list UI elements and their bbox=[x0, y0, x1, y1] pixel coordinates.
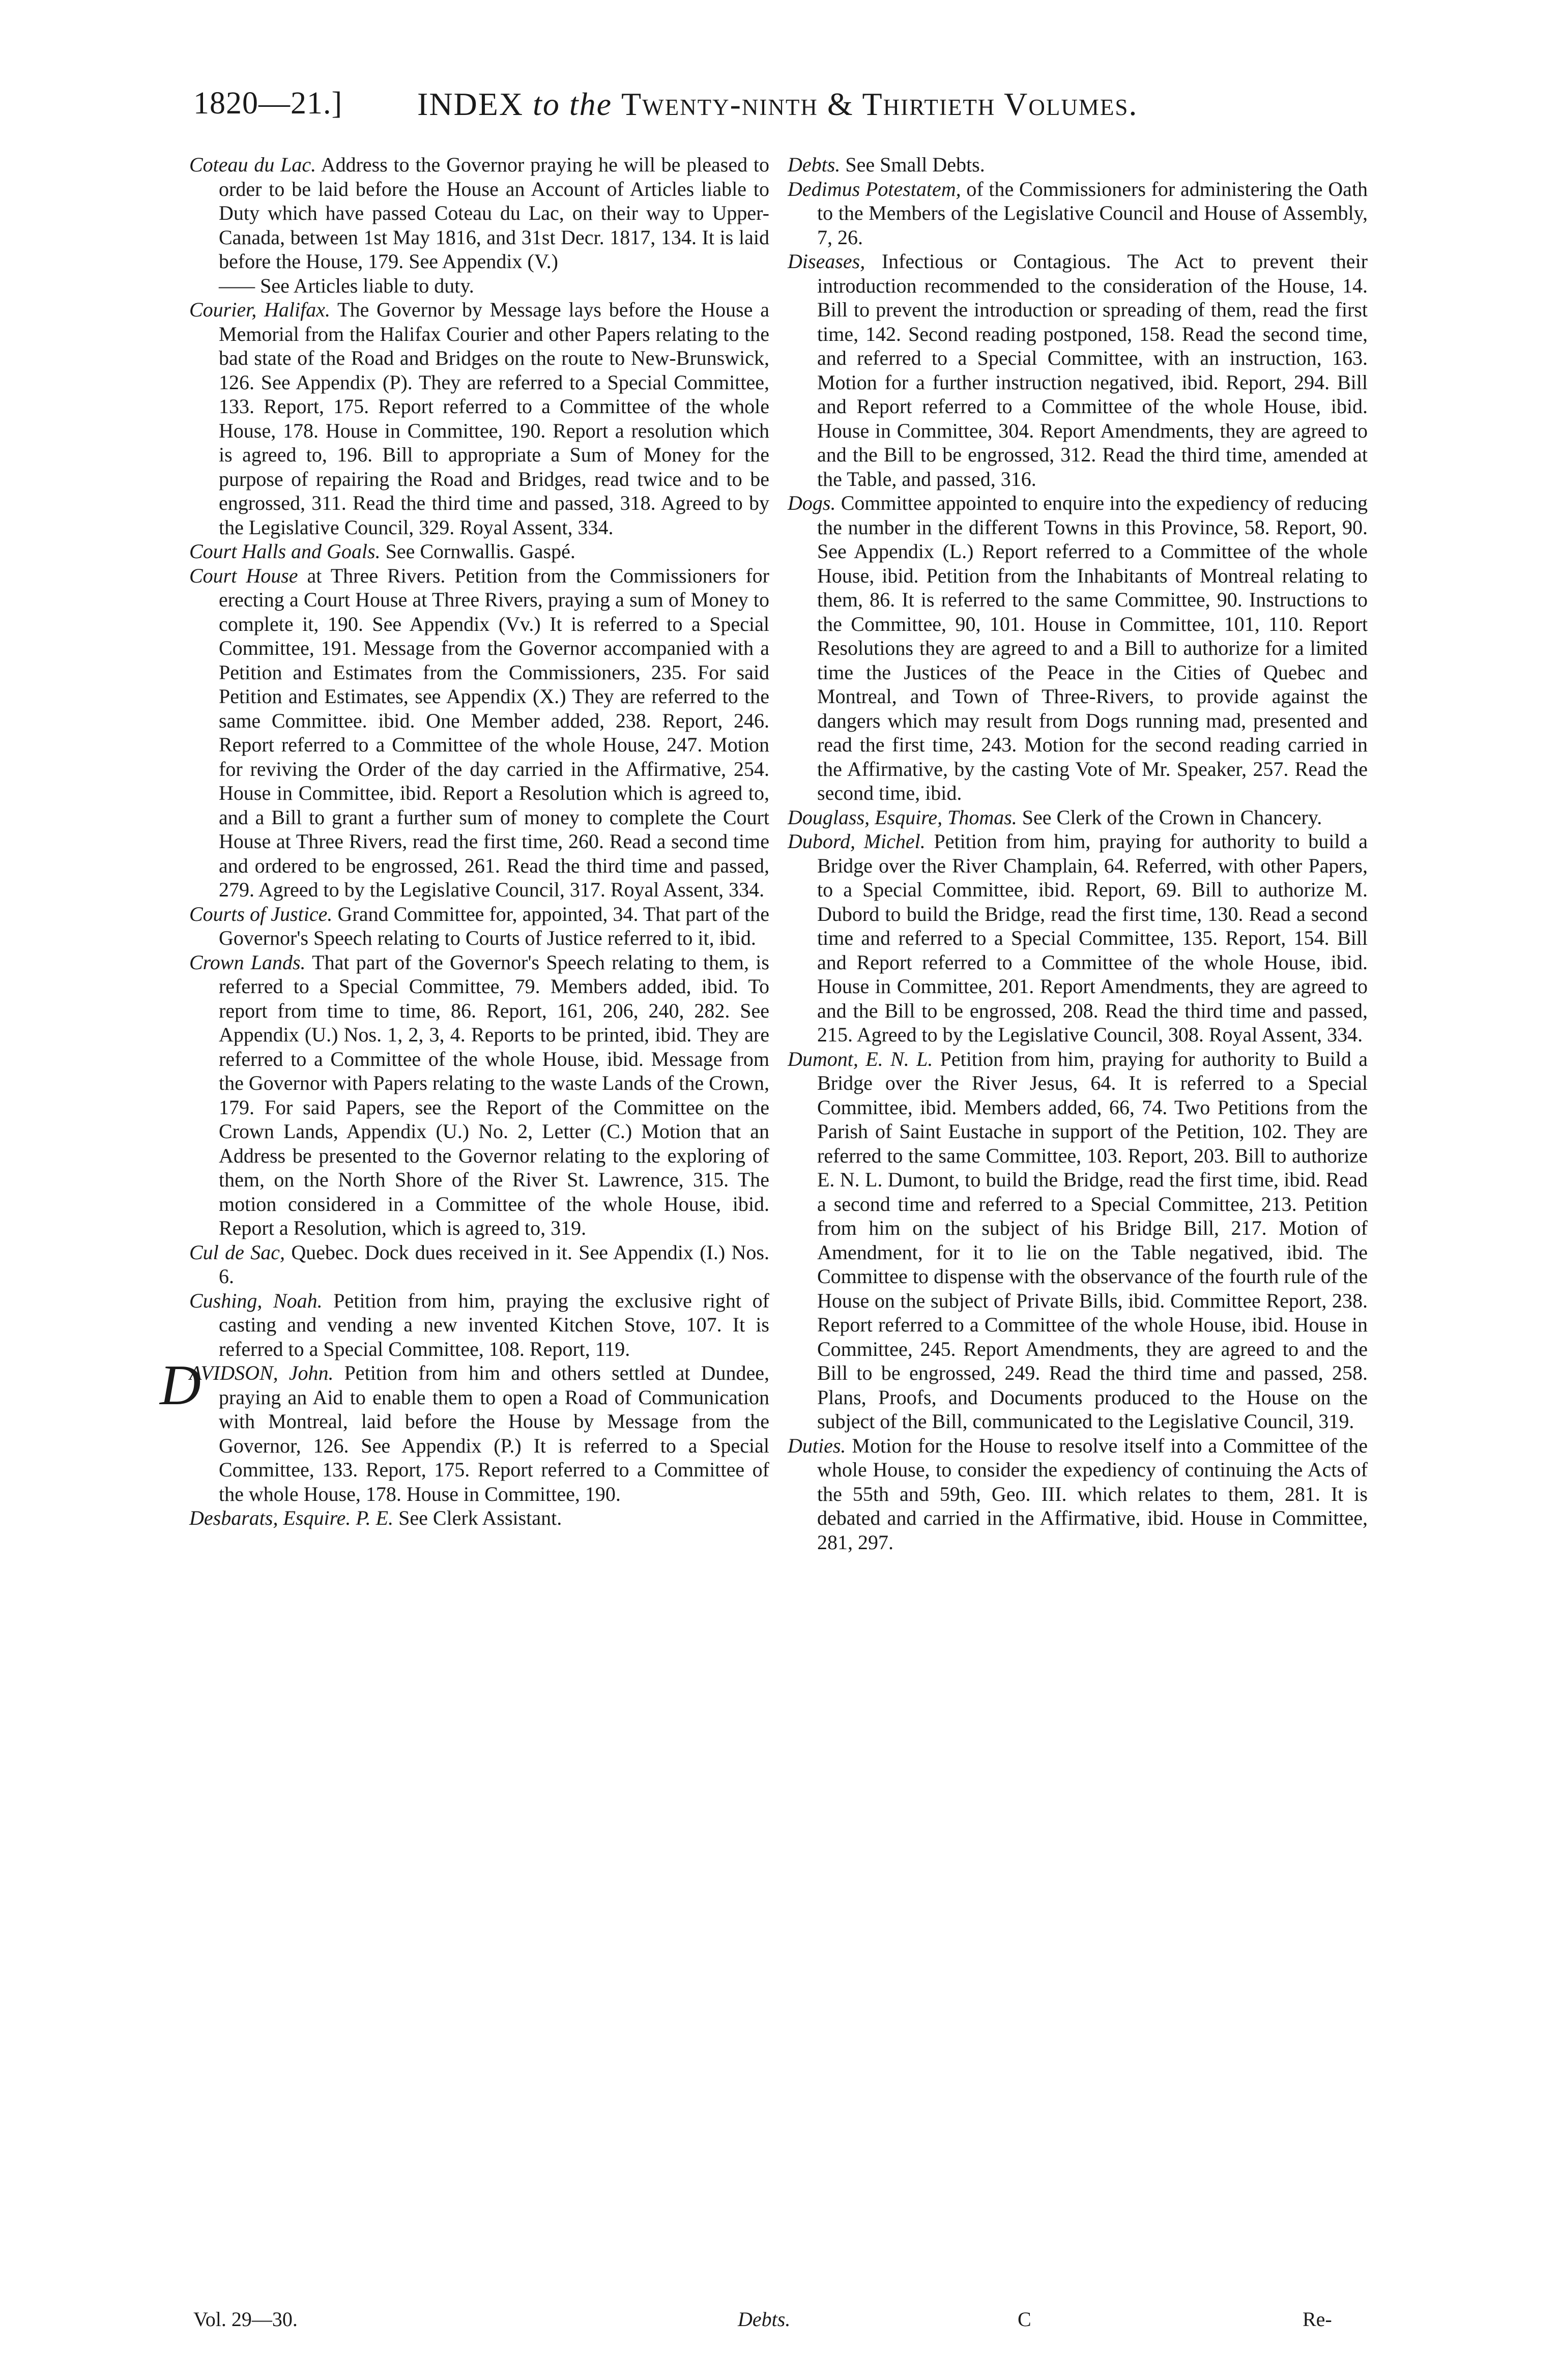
entry-text: The Governor by Message lays before the House a Memorial from the Halifax Courier and other Papers relating to the bad state of the Road and Bridges on the route to New-Brunswick, 126. See Appendix (P). They are referred to a Special Committee, 133. Report, 175. Report referred to a Committee of the whole House, 178. House in Committee, 190. Report a resolution which is agreed to, 196. Bill to appropriate a Sum of Money for the purpose of repairing the Road and Bridges, read twice and to be engrossed, 311. Read the third time and passed, 318. Agreed to by the Legislative Council, 329. Royal Assent, 334. bbox=[219, 298, 769, 539]
entry-heading: Cushing, Noah. bbox=[189, 1289, 323, 1312]
index-entry bbox=[788, 491, 1368, 805]
entry-heading: Court Halls and Goals. bbox=[189, 540, 381, 563]
index-entry bbox=[189, 564, 769, 902]
index-entry bbox=[189, 902, 769, 950]
entry-text: Infectious or Contagious. The Act to prevent their introduction recommended to the consideration of the House, 14. Bill to prevent the introduction or spreading of them, read the first time, 142. Second reading postponed, 158. Read the second time, and referred to a Special Committee, with an instruction, 163. Motion for a further instruction negatived, ibid. Report, 294. Bill and Report referred to a Committee of the whole House, ibid. House in Committee, 304. Report Amendments, they are agreed to and the Bill to be engrossed, 312. Read the third time, amended at the Table, and passed, 316. bbox=[817, 250, 1368, 490]
page-footer bbox=[193, 2307, 1364, 2338]
entry-heading: Diseases, bbox=[788, 250, 865, 273]
entry-heading: Courier, Halifax. bbox=[189, 298, 330, 321]
entry-text: of the Commissioners for administering the Oath to the Members of the Legislative Council and House of Assembly, 7, 26. bbox=[817, 177, 1368, 249]
entry-text: at Three Rivers. Petition from the Commissioners for erecting a Court House at Three Rivers, praying a sum of Money to complete it, 190. See Appendix (Vv.) It is referred to a Special Committee, 191. Message from the Governor accompanied with a Petition and Estimates from the Commissioners, 235. For said Petition and Estimates, see Appendix (X.) They are referred to the same Committee. ibid. One Member added, 238. Report, 246. Report referred to a Committee of the whole House, 247. Motion for reviving the Order of the day carried in the Affirmative, 254. House in Committee, ibid. Report a Resolution which is agreed to, and a Bill to grant a further sum of money to complete the Court House at Three Rivers, read the first time, 260. Read a second time and ordered to be engrossed, 261. Read the third time and passed, 279. Agreed to by the Legislative Council, 317. Royal Assent, 334. bbox=[219, 564, 769, 901]
entry-heading: Dumont, E. N. L. bbox=[788, 1047, 933, 1070]
left-column bbox=[160, 153, 770, 1530]
entry-text: Motion for the House to resolve itself into a Committee of the whole House, to consider the expediency of continuing the Acts of the 55th and 59th, Geo. III. which relates to them, 281. It is debated and carried in the Affirmative, ibid. House in Committee, 281, 297. bbox=[817, 1434, 1368, 1554]
footer-volume: Vol. 29—30. bbox=[193, 2308, 298, 2331]
entry-heading: Crown Lands. bbox=[189, 950, 306, 974]
index-entry bbox=[160, 1354, 769, 1506]
entry-heading: Coteau du Lac. bbox=[189, 153, 316, 176]
header-to: to bbox=[533, 86, 560, 122]
entry-text: See Clerk of the Crown in Chancery. bbox=[1017, 805, 1322, 829]
drop-capital: D bbox=[160, 1354, 201, 1417]
entry-heading: Duties. bbox=[788, 1434, 846, 1457]
entry-text: Address to the Governor praying he will be pleased to order to be laid before the House an Account of Articles liable to Duty which have passed Coteau du Lac, on their way to Upper-Canada, between 1st May 1816, and 31st Decr. 1817, 134. It is laid before the House, 179. See Appendix (V.) bbox=[219, 153, 770, 273]
entry-heading: Desbarats, Esquire. P. E. bbox=[189, 1506, 394, 1529]
footer-catchword-left: Debts. bbox=[738, 2308, 791, 2331]
footer-signature: C bbox=[1018, 2308, 1031, 2331]
entry-heading: Cul de Sac, bbox=[189, 1240, 285, 1264]
entry-text: That part of the Governor's Speech relating to them, is referred to a Special Committee, 79. Members added, ibid. To report from time to time, 86. Report, 161, 206, 240, 282. See Appendix (U.) Nos. 1, 2, 3, 4. Reports to be printed, ibid. They are referred to a Committee of the whole House, ibid. Message from the Governor with Papers relating to the waste Lands of the Crown, 179. For said Papers, see the Report of the Committee on the Crown Lands, Appendix (U.) No. 2, Letter (C.) Motion that an Address be presented to the Governor relating to the exploring of them, on the North Shore of the River St. Lawrence, 315. The motion considered in a Committee of the whole House, ibid. Report a Resolution, which is agreed to, 319. bbox=[219, 950, 769, 1239]
index-entry bbox=[189, 153, 769, 274]
footer-catchword-right: Re- bbox=[1303, 2308, 1332, 2331]
entry-heading: Douglass, Esquire, Thomas. bbox=[788, 805, 1017, 829]
entry-text: Grand Committee for, appointed, 34. That part of the Governor's Speech relating to Courts of Justice referred to it, ibid. bbox=[219, 902, 769, 949]
entry-text: See Small Debts. bbox=[840, 153, 985, 176]
entry-heading: —— bbox=[219, 274, 261, 297]
entry-text: Committee appointed to enquire into the expediency of reducing the number in the different Towns in this Province, 58. Report, 90. See Appendix (L.) Report referred to a Committee of the whole House, ibid. Petition from the Inhabitants of Montreal relating to them, 86. It is referred to the same Committee, 90. Instructions to the Committee, 90, 101. House in Committee, 101, 110. Report Resolutions they are agreed to and a Bill to authorize for a limited time the Justices of the Peace in the Cities of Quebec and Montreal, and Town of Three-Rivers, to provide against the dangers which may result from Dogs running mad, presented and read the first time, 243. Motion for the second reading carried in the Affirmative, by the casting Vote of Mr. Speaker, 257. Read the second time, ibid. bbox=[817, 491, 1368, 804]
header-volumes: Twenty-ninth & Thirtieth Volumes. bbox=[621, 86, 1138, 122]
entry-text: See Articles liable to duty. bbox=[260, 274, 474, 297]
entry-text: Petition from him, praying for authority to Build a Bridge over the River Jesus, 64. It is referred to a Special Committee, ibid. Members added, 66, 74. Two Petitions from the Parish of Saint Eustache in support of the Petition, 102. They are referred to the same Committee, 103. Report, 203. Bill to authorize E. N. L. Dumont, to build the Bridge, read the first time, ibid. Read a second time and referred to a Special Committee, 213. Petition from him on the subject of his Bridge Bill, 217. Motion of Amendment, for it to lie on the Table negatived, ibid. The Committee to dispense with the observance of the fourth rule of the House on the subject of Private Bills, ibid. Committee Report, 238. Report referred to a Committee of the whole House, ibid. House in Committee, 245. Report Amendments, they are agreed to and the Bill to be engrossed, 249. Read the third time and passed, 258. Plans, Proofs, and Documents produced to the House on the subject of the Bill, communicated to the Legislative Council, 319. bbox=[817, 1047, 1368, 1433]
index-entry bbox=[189, 1506, 769, 1530]
entry-heading: Dubord, Michel. bbox=[788, 830, 926, 853]
entry-heading: AVIDSON, John. bbox=[189, 1361, 334, 1384]
entry-text: Quebec. Dock dues received in it. See Appendix (I.) Nos. 6. bbox=[219, 1240, 769, 1288]
index-entry bbox=[788, 249, 1368, 491]
index-entry bbox=[788, 829, 1368, 1047]
entry-heading: Courts of Justice. bbox=[189, 902, 333, 925]
entry-heading: Debts. bbox=[788, 153, 841, 176]
index-entry bbox=[788, 153, 1368, 177]
right-column bbox=[788, 153, 1368, 1554]
header-the: the bbox=[569, 86, 613, 122]
header-title bbox=[417, 85, 1138, 123]
entry-heading: Court House bbox=[189, 564, 298, 587]
entry-text: Petition from him, praying the exclusive right of casting and vending a new invented Kitchen Stove, 107. It is referred to a Special Committee, 108. Report, 119. bbox=[219, 1289, 769, 1360]
index-entry bbox=[189, 1240, 769, 1289]
entry-text: See Clerk Assistant. bbox=[393, 1506, 562, 1529]
index-entry bbox=[788, 177, 1368, 250]
index-entry bbox=[189, 1289, 769, 1361]
entry-heading: Dogs. bbox=[788, 491, 836, 514]
index-entry bbox=[788, 1434, 1368, 1555]
page-header bbox=[193, 85, 1364, 147]
header-index: INDEX bbox=[417, 86, 524, 122]
index-entry bbox=[189, 950, 769, 1240]
entry-heading: Dedimus Potestatem, bbox=[788, 177, 961, 200]
header-years: 1820—21.] bbox=[193, 86, 343, 121]
index-entry bbox=[189, 274, 769, 298]
index-entry bbox=[788, 805, 1368, 830]
entry-text: See Cornwallis. Gaspé. bbox=[380, 540, 575, 563]
index-entry bbox=[788, 1047, 1368, 1434]
entry-text: Petition from him, praying for authority to build a Bridge over the River Champlain, 64. Referred, with other Papers, to a Special Committee, ibid. Report, 69. Bill to authorize M. Dubord to build the Bridge, read the first time, 130. Read a second time and referred to a Special Committee, 135. Report, 154. Bill and Report referred to a Committee of the whole House, ibid. House in Committee, 201. Report Amendments, they are agreed to and the Bill to be engrossed, 208. Read the third time and passed, 215. Agreed to by the Legislative Council, 308. Royal Assent, 334. bbox=[817, 830, 1368, 1046]
index-entry bbox=[189, 298, 769, 539]
entry-text: Petition from him and others settled at Dundee, praying an Aid to enable them to open a Road of Communication with Montreal, laid before the House by Message from the Governor, 126. See Appendix (P.) It is referred to a Special Committee, 133. Report, 175. Report referred to a Committee of the whole House, 178. House in Committee, 190. bbox=[219, 1361, 769, 1505]
index-entry bbox=[189, 539, 769, 564]
